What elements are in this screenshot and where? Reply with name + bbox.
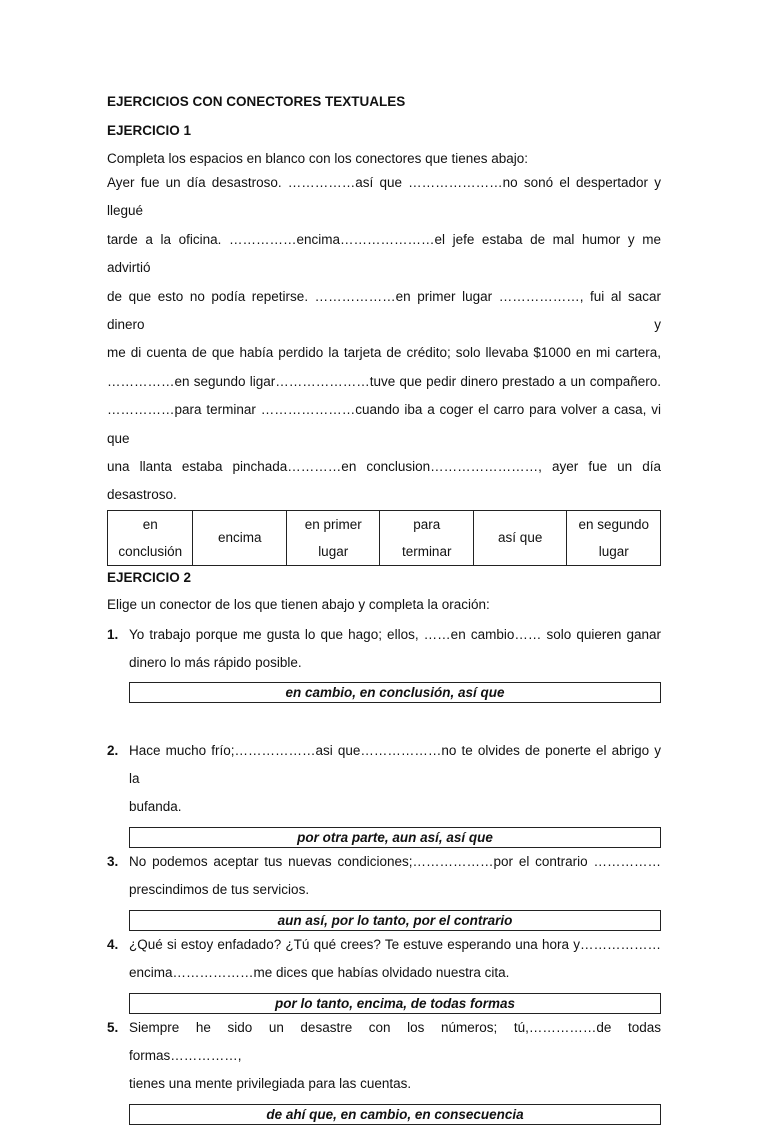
table-cell <box>380 510 474 565</box>
item-line: Yo trabajo porque me gusta lo que hago; ellos, ……en cambio…… solo quieren ganar <box>129 626 661 642</box>
paragraph-line: ……………en segundo ligar…………………tuve que pedir dinero prestado a un compañero. <box>107 373 661 389</box>
options-box: aun así, por lo tanto, por el contrario <box>129 910 661 931</box>
exercise-item <box>107 621 661 677</box>
item-line: bufanda. <box>129 798 182 814</box>
table-row <box>108 510 661 565</box>
item-line: prescindimos de tus servicios. <box>129 881 310 897</box>
item-text <box>129 737 661 821</box>
table-cell <box>567 510 661 565</box>
cell-line: terminar <box>401 543 452 559</box>
cell-line: en primer <box>304 516 362 532</box>
item-number: 2. <box>107 742 119 758</box>
cell-line: encima <box>217 530 262 546</box>
paragraph-line: Ayer fue un día desastroso. ……………así que …………………no sonó el despertador y llegué <box>107 175 661 219</box>
item-text <box>129 1014 661 1098</box>
cell-line: en segundo <box>578 516 650 532</box>
document-title: EJERCICIOS CON CONECTORES TEXTUALES <box>107 94 406 109</box>
table-cell <box>473 510 567 565</box>
item-line: Hace mucho frío;………………asi que………………no te olvides de ponerte el abrigo y la <box>129 742 661 786</box>
document-page <box>107 92 661 1125</box>
exercise-item <box>107 931 661 987</box>
paragraph-line: tarde a la oficina. ……………encima…………………el jefe estaba de mal humor y me advirtió <box>107 231 661 276</box>
item-text <box>129 848 661 904</box>
item-line: No podemos aceptar tus nuevas condiciones;………………por el contrario …………… <box>129 853 661 869</box>
table-cell <box>108 510 193 565</box>
connectors-table <box>107 510 661 566</box>
cell-line: conclusión <box>118 543 183 559</box>
options-box: por otra parte, aun así, así que <box>129 827 661 848</box>
item-line: Siempre he sido un desastre con los números; tú,……………de todas formas……………, <box>129 1019 661 1063</box>
paragraph-line: una llanta estaba pinchada…………en conclusion……………………, ayer fue un día desastroso. <box>107 459 661 503</box>
table-cell <box>193 510 287 565</box>
paragraph-line: de que esto no podía repetirse. ………………en primer lugar ………………, fui al sacar dinero y <box>107 288 661 333</box>
paragraph-line: ……………para terminar …………………cuando iba a coger el carro para volver a casa, vi que <box>107 402 661 446</box>
table-cell <box>286 510 380 565</box>
item-text <box>129 931 661 987</box>
item-line: dinero lo más rápido posible. <box>129 654 302 670</box>
item-number: 5. <box>107 1019 119 1035</box>
item-number: 3. <box>107 853 119 869</box>
options-box: en cambio, en conclusión, así que <box>129 682 661 703</box>
exercise-item <box>107 848 661 904</box>
exercise1-heading: EJERCICIO 1 <box>107 123 192 138</box>
exercise1-instruction: Completa los espacios en blanco con los conectores que tienes abajo: <box>107 151 529 166</box>
options-box: de ahí que, en cambio, en consecuencia <box>129 1104 661 1125</box>
cell-line: lugar <box>598 543 629 559</box>
options-box: por lo tanto, encima, de todas formas <box>129 993 661 1014</box>
item-line: encima………………me dices que habías olvidado nuestra cita. <box>129 964 510 980</box>
item-line: tienes una mente privilegiada para las cuentas. <box>129 1075 412 1091</box>
cell-line: así que <box>498 530 543 546</box>
cell-line: para <box>413 516 441 532</box>
item-line: ¿Qué si estoy enfadado? ¿Tú qué crees? Te estuve esperando una hora y……………… <box>129 936 661 952</box>
exercise1-paragraph <box>107 169 661 510</box>
exercise-item <box>107 1014 661 1098</box>
exercise2-instruction: Elige un conector de los que tienen abajo y completa la oración: <box>107 596 490 612</box>
item-text <box>129 621 661 677</box>
item-number: 4. <box>107 936 119 952</box>
item-number: 1. <box>107 626 119 642</box>
exercise-item <box>107 737 661 821</box>
cell-line: en <box>142 516 158 532</box>
exercise2-heading: EJERCICIO 2 <box>107 569 192 585</box>
paragraph-line: me di cuenta de que había perdido la tarjeta de crédito; solo llevaba $1000 en mi cartera, <box>107 345 661 361</box>
cell-line: lugar <box>318 543 349 559</box>
